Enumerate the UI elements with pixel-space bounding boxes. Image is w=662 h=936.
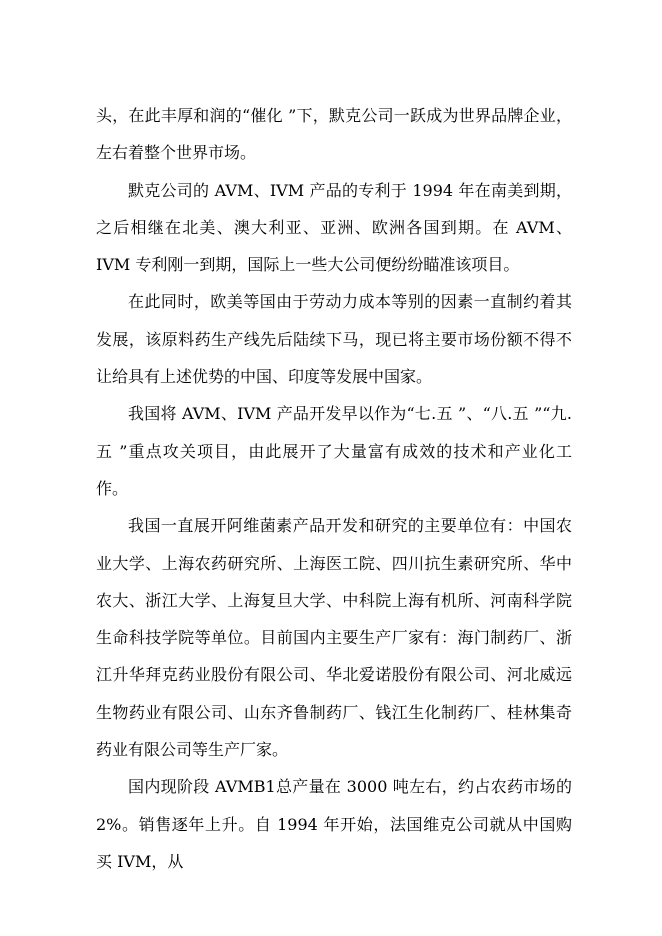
paragraph-2: 默克公司的 AVM、IVM 产品的专利于 1994 年在南美到期，之后相继在北美、澳大利亚、亚洲、欧洲各国到期。在 AVM、IVM 专利刚一到期，国际上一些大公司便纷纷瞄准该项目。 — [96, 180, 572, 275]
paragraph-1: 头，在此丰厚和润的“催化 ”下，默克公司一跃成为世界品牌企业，左右着整个世界市场。 — [96, 106, 572, 163]
paragraph-6: 国内现阶段 AVMB1总产量在 3000 吨左右，约占农药市场的 2%。销售逐年上升。自 1994 年开始，法国维克公司就从中国购买 IVM，从 — [96, 777, 572, 871]
paragraph-5: 我国一直展开阿维菌素产品开发和研究的主要单位有：中国农业大学、上海农药研究所、上海医工院、四川抗生素研究所、华中农大、浙江大学、上海复旦大学、中科院上海有机所、河南科学院生命科技学院等单位。目前国内主要生产厂家有：海门制药厂、浙江升华拜克药业股份有限公司、华北爱诺股份有限公司、河北威远生物药业有限公司、山东齐鲁制药厂、钱江生化制药厂、桂林集奇药业有限公司等生产厂家。 — [96, 516, 572, 760]
paragraph-3: 在此同时，欧美等国由于劳动力成本等别的因素一直制约着其发展，该原料药生产线先后陆续下马，现已将主要市场份额不得不让给具有上述优势的中国、印度等发展中国家。 — [96, 292, 572, 387]
document-body — [96, 97, 572, 880]
paragraph-4: 我国将 AVM、IVM 产品开发早以作为“七.五 ”、“八.五 ”“九.五 ”重点攻关项目，由此展开了大量富有成效的技术和产业化工作。 — [96, 404, 572, 498]
